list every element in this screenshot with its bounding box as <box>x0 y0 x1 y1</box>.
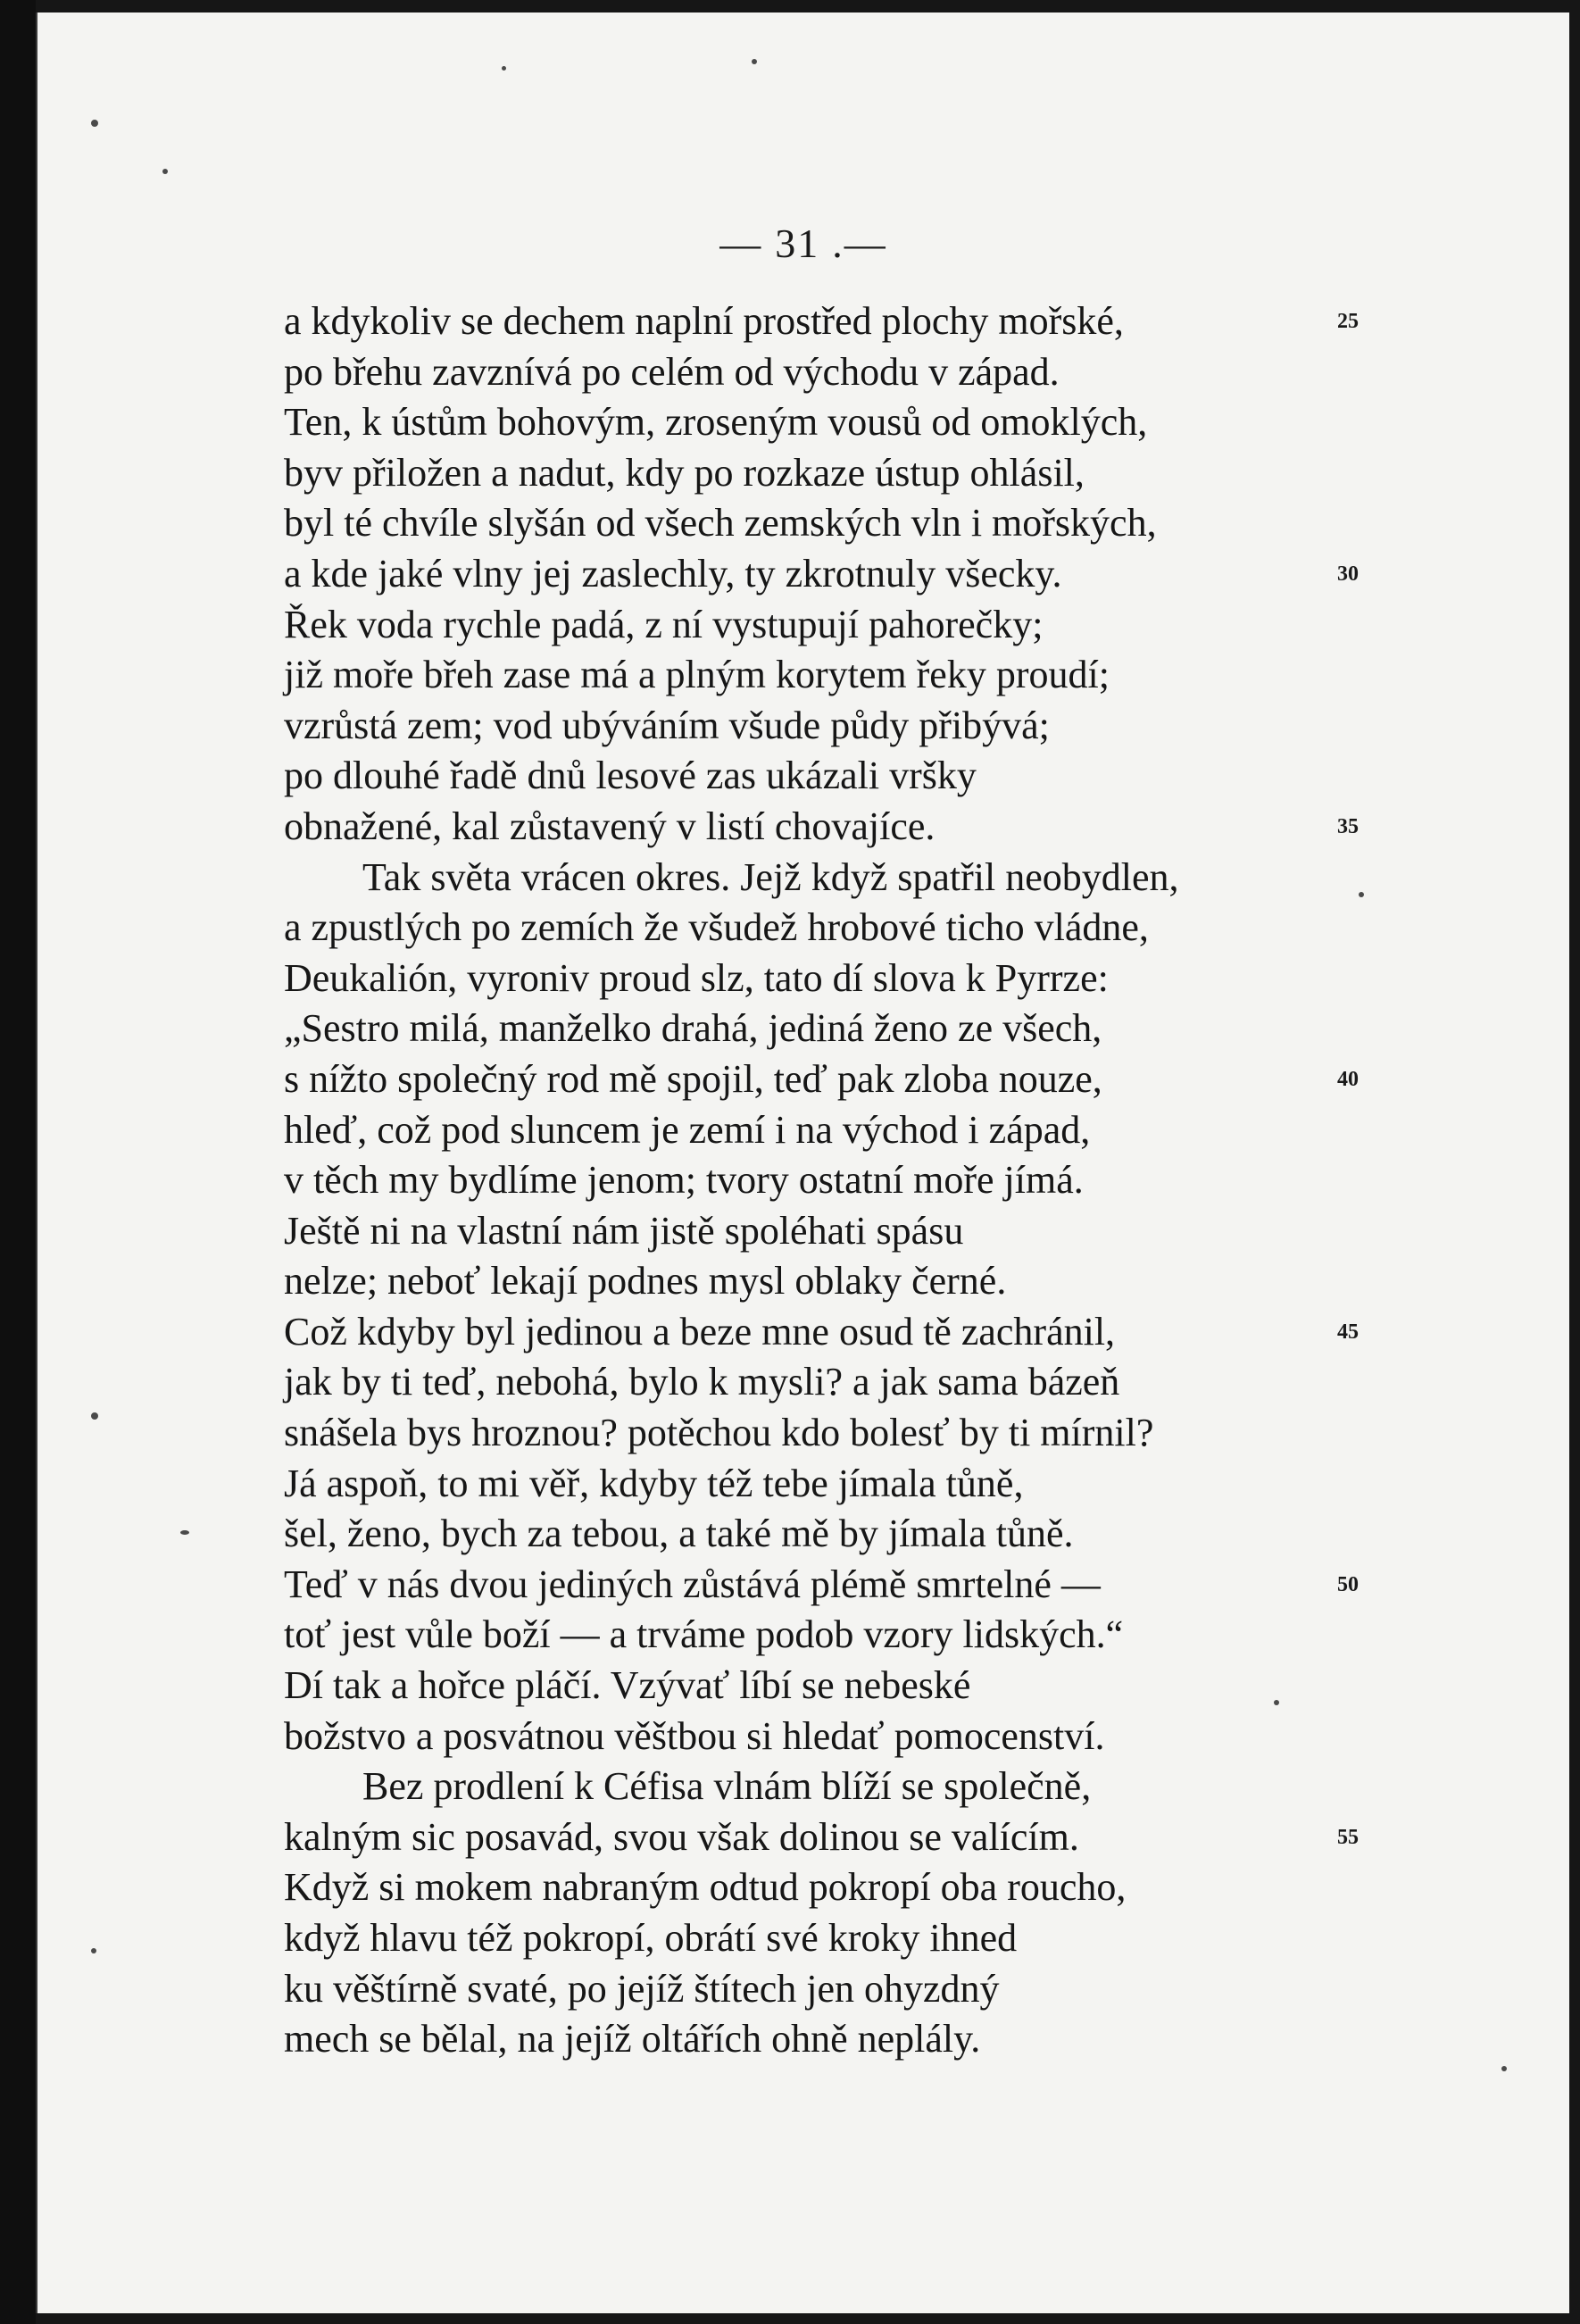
verse-line-text: Tak světa vrácen okres. Jejž když spatřil neobydlen, <box>362 854 1179 899</box>
verse-line <box>284 600 1301 651</box>
verse-line <box>284 751 1301 802</box>
verse-line-text: po břehu zavznívá po celém od východu v západ. <box>284 349 1060 394</box>
verse-line-text: vzrůstá zem; vod ubýváním všude půdy přibývá; <box>284 703 1050 747</box>
verse-line-text: Dí tak a hořce pláčí. Vzývať líbí se nebeské <box>284 1663 971 1708</box>
verse-line-text: mech se bělal, na jejíž oltářích ohně neplály. <box>284 2017 981 2062</box>
verse-line <box>284 1913 1301 1964</box>
verse-line-text: již moře břeh zase má a plným korytem řeky proudí; <box>284 653 1110 697</box>
verse-line <box>284 397 1301 448</box>
verse-line <box>284 1661 1301 1712</box>
verse-line <box>284 1459 1301 1510</box>
verse-line-text: toť jest vůle boží — a trváme podob vzory lidských.“ <box>284 1612 1124 1657</box>
verse-line <box>284 853 1301 904</box>
verse-line <box>284 1560 1359 1611</box>
verse-line-text: Řek voda rychle padá, z ní vystupují pahorečky; <box>284 602 1044 646</box>
verse-line-text: Když si mokem nabraným odtud pokropí oba roucho, <box>284 1865 1127 1910</box>
verse-line-text: v těch my bydlíme jenom; tvory ostatní moře jímá. <box>284 1158 1084 1203</box>
line-number: 50 <box>1337 1572 1359 1596</box>
verse-line <box>284 498 1301 549</box>
scan-speck <box>1359 892 1364 897</box>
verse-line <box>284 1155 1301 1206</box>
verse-line <box>284 549 1359 600</box>
verse-line <box>284 1206 1301 1257</box>
verse-line <box>284 448 1301 499</box>
scan-speck <box>91 1948 96 1953</box>
verse-line-text: hleď, což pod sluncem je zemí i na východ i západ, <box>284 1107 1091 1152</box>
verse-line <box>284 1610 1301 1661</box>
scan-speck <box>180 1530 189 1535</box>
line-number: 55 <box>1337 1825 1359 1849</box>
verse-line <box>284 1256 1301 1307</box>
verse-line <box>284 1408 1301 1459</box>
verse-line-text: „Sestro milá, manželko drahá, jediná ženo ze všech, <box>284 1006 1102 1051</box>
verse-line-text: a zpustlých po zemích že všudež hrobové ticho vládne, <box>284 905 1149 950</box>
scan-speck <box>1501 2066 1507 2071</box>
scan-speck <box>91 1412 98 1420</box>
verse-line-text: a kde jaké vlny jej zaslechly, ty zkrotnuly všecky. <box>284 551 1062 596</box>
verse-line-text: kalným sic posavád, svou však dolinou se valícím. <box>284 1814 1079 1859</box>
line-number: 35 <box>1337 814 1359 838</box>
line-number: 40 <box>1337 1067 1359 1091</box>
verse-line-text: obnažené, kal zůstavený v listí chovajíce. <box>284 804 936 848</box>
scan-speck <box>752 59 757 64</box>
verse-line <box>284 2014 1301 2065</box>
line-number: 25 <box>1337 310 1359 333</box>
verse-line-text: snášela bys hroznou? potěchou kdo bolesť by ti mírnil? <box>284 1411 1154 1455</box>
verse-line <box>284 1712 1301 1762</box>
book-page <box>36 12 1569 2313</box>
verse-line-text: po dlouhé řadě dnů lesové zas ukázali vršky <box>284 754 977 798</box>
verse-line-text: božstvo a posvátnou věštbou si hledať pomocenství. <box>284 1713 1105 1758</box>
verse-line <box>284 1509 1301 1560</box>
verse-line-text: Ten, k ústům bohovým, zroseným vousů od omoklých, <box>284 400 1148 445</box>
verse-line-text: byl té chvíle slyšán od všech zemských vln i mořských, <box>284 501 1157 546</box>
verse-line <box>284 1812 1359 1863</box>
folio-number: 31 <box>775 221 820 266</box>
folio-dash-right: .— <box>832 221 887 266</box>
verse-line-text: šel, ženo, bych za tebou, a také mě by jímala tůně. <box>284 1512 1074 1556</box>
scan-speck <box>1274 1700 1279 1705</box>
verse-line <box>284 296 1359 347</box>
scan-left-edge <box>0 0 36 2324</box>
verse-line <box>284 1762 1301 1812</box>
verse-line-text: Bez prodlení k Céfisa vlnám blíží se společně, <box>362 1764 1092 1809</box>
folio-dash-left: — <box>719 221 763 266</box>
verse-line-text: byv přiložen a nadut, kdy po rozkaze ústup ohlásil, <box>284 450 1085 495</box>
verse-line-text: Teď v nás dvou jediných zůstává plémě smrtelné — <box>284 1562 1101 1606</box>
verse-line-text: když hlavu též pokropí, obrátí své kroky ihned <box>284 1916 1018 1960</box>
line-number: 45 <box>1337 1320 1359 1344</box>
line-number: 30 <box>1337 562 1359 586</box>
verse-line-text: Což kdyby byl jedinou a beze mne osud tě zachránil, <box>284 1309 1116 1354</box>
verse-line-text: a kdykoliv se dechem naplní prostřed plochy mořské, <box>284 299 1124 343</box>
verse-text-block <box>284 296 1359 2065</box>
scan-speck <box>91 120 98 127</box>
verse-line <box>284 954 1301 1004</box>
verse-line <box>284 802 1359 853</box>
verse-line <box>284 1054 1359 1105</box>
verse-line <box>284 903 1301 954</box>
verse-line <box>284 347 1301 398</box>
verse-line-text: Deukalión, vyroniv proud slz, tato dí slova k Pyrrze: <box>284 955 1109 1000</box>
verse-line-text: s nížto společný rod mě spojil, teď pak zloba nouze, <box>284 1056 1102 1101</box>
scan-speck <box>502 66 506 71</box>
verse-line <box>284 1964 1301 2015</box>
verse-line <box>284 1307 1359 1358</box>
verse-line <box>284 1004 1301 1054</box>
verse-line <box>284 1357 1301 1408</box>
verse-line <box>284 1105 1301 1156</box>
verse-line-text: ku věštírně svaté, po jejíž štítech jen ohyzdný <box>284 1966 1000 2011</box>
verse-line <box>284 701 1301 752</box>
verse-line-text: jak by ti teď, nebohá, bylo k mysli? a jak sama bázeň <box>284 1360 1120 1404</box>
verse-line-text: Já aspoň, to mi věř, kdyby též tebe jímala tůně, <box>284 1461 1024 1505</box>
verse-line <box>284 650 1301 701</box>
page-number <box>37 220 1569 267</box>
verse-line-text: Ještě ni na vlastní nám jistě spoléhati spásu <box>284 1208 964 1253</box>
scan-speck <box>162 169 168 174</box>
verse-line <box>284 1862 1301 1913</box>
verse-line-text: nelze; neboť lekají podnes mysl oblaky černé. <box>284 1259 1007 1304</box>
